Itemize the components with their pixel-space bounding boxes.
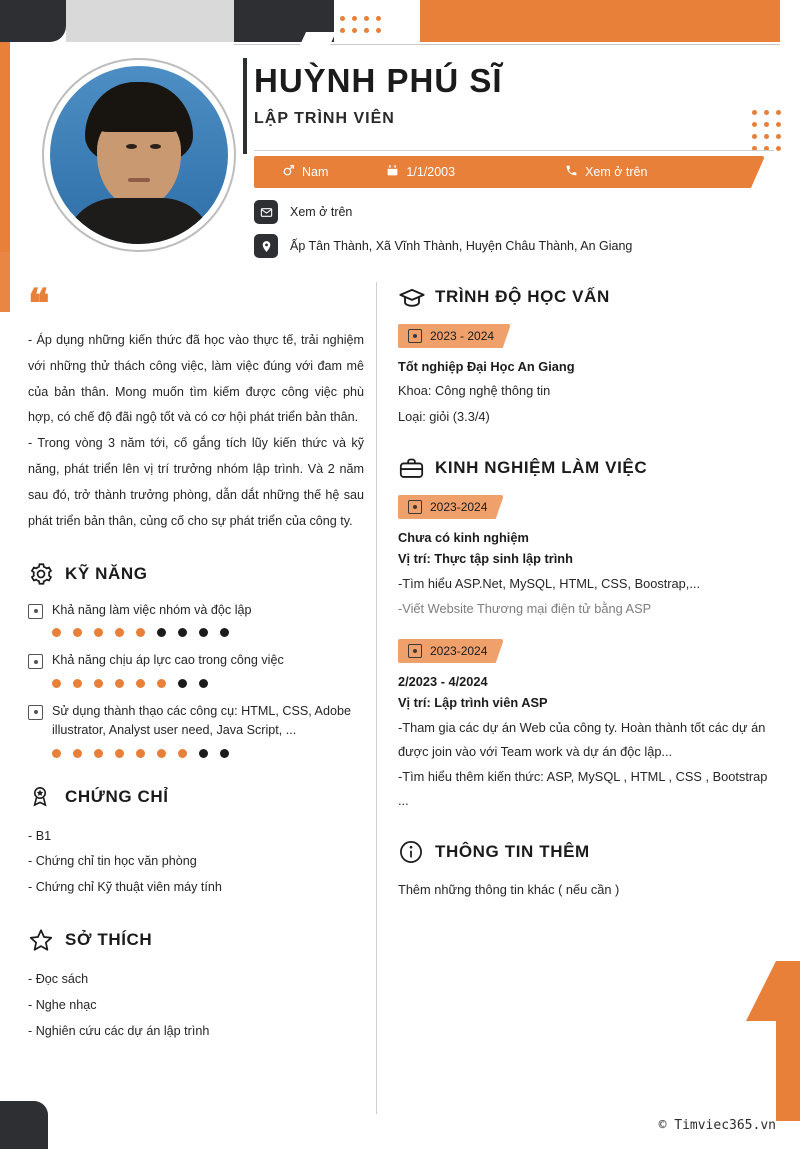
hobby-item: - Nghiên cứu các dự án lập trình	[28, 1023, 210, 1038]
name-accent-bar	[243, 58, 247, 154]
page-title: HUỲNH PHÚ SĨ	[254, 62, 503, 99]
avatar-shirt	[64, 198, 214, 244]
skill-rating	[52, 679, 364, 688]
experience-role: Vị trí: Lập trình viên ASP	[398, 695, 548, 711]
star-icon	[28, 927, 54, 953]
experience-line: -Tìm hiểu thêm kiến thức: ASP, MySQL , HTML , CSS , Bootstrap ...	[398, 769, 768, 809]
experience-title: KINH NGHIỆM LÀM VIỆC	[435, 457, 648, 477]
additional-title: THÔNG TIN THÊM	[435, 841, 590, 861]
skill-label: Khả năng làm việc nhóm và độc lập	[52, 602, 252, 617]
contact-address-label: Ấp Tân Thành, Xã Vĩnh Thành, Huyện Châu Thành, An Giang	[290, 239, 633, 253]
hobby-item: - Nghe nhạc	[28, 997, 97, 1012]
contact-phone	[565, 164, 647, 180]
experience-line: -Tham gia các dự án Web của công ty. Hoàn thành tốt các dự án được join vào với Team work và dự án độc lập...	[398, 720, 766, 759]
bottom-left-dark-block	[0, 1101, 48, 1149]
experience-role: Vị trí: Thực tập sinh lập trình	[398, 550, 573, 566]
badge-icon	[28, 784, 54, 810]
job-title: LẬP TRÌNH VIÊN	[254, 110, 395, 127]
location-icon	[254, 234, 278, 258]
skill-item	[28, 702, 364, 758]
section-header-education	[398, 284, 776, 310]
avatar-mouth	[128, 178, 150, 182]
chip-square-icon	[408, 500, 422, 514]
bullet-square-icon	[28, 705, 43, 720]
bullet-square-icon	[28, 604, 43, 619]
contact-email-label: Xem ở trên	[290, 205, 353, 219]
column-divider	[376, 282, 377, 1114]
left-orange-strip-2	[0, 252, 10, 312]
education-date-chip	[398, 324, 510, 348]
graduation-cap-icon	[398, 284, 424, 310]
dot-grid-top	[340, 16, 381, 33]
avatar-photo	[50, 66, 228, 244]
skill-label: Sử dụng thành thạo các công cụ: HTML, CSS, Adobe illustrator, Analyst user need, Java Script, ...	[52, 703, 351, 738]
certificate-item: - Chứng chỉ Kỹ thuật viên máy tính	[28, 880, 222, 895]
skill-rating	[52, 628, 364, 637]
gender-icon	[282, 164, 295, 180]
education-line: Khoa: Công nghệ thông tin	[398, 383, 551, 398]
section-header-additional	[398, 839, 776, 865]
chip-square-icon	[408, 644, 422, 658]
skill-item	[28, 651, 364, 688]
certificate-item: - Chứng chỉ tin học văn phòng	[28, 854, 197, 869]
contact-gender-label: Nam	[302, 165, 329, 179]
mail-icon	[254, 200, 278, 224]
contact-bar	[254, 156, 764, 188]
experience-date-chip	[398, 495, 503, 519]
experience-date-chip	[398, 639, 503, 663]
education-title: TRÌNH ĐỘ HỌC VẤN	[435, 287, 610, 306]
career-objective	[28, 328, 364, 535]
avatar-eye-left	[126, 144, 137, 149]
calendar-icon	[386, 164, 399, 180]
skill-item	[28, 601, 364, 638]
top-gray-block	[66, 0, 234, 42]
top-left-dark-block	[0, 0, 66, 42]
right-column	[398, 284, 776, 905]
additional-text: Thêm những thông tin khác ( nếu cần )	[398, 881, 620, 897]
gear-icon	[28, 561, 54, 587]
skill-rating	[52, 749, 364, 758]
avatar	[42, 58, 236, 252]
left-orange-strip	[0, 42, 10, 252]
skill-label: Khả năng chịu áp lực cao trong công việc	[52, 653, 284, 668]
contact-email-row	[254, 200, 632, 224]
contact-phone-label: Xem ở trên	[585, 165, 648, 179]
experience-entry	[398, 639, 776, 813]
bullet-square-icon	[28, 654, 43, 669]
experience-line: -Viết Website Thương mại điện tử bằng ASP	[398, 601, 652, 617]
experience-date-label: 2023-2024	[430, 499, 488, 514]
phone-icon	[565, 164, 578, 180]
hobbies-title: SỞ THÍCH	[65, 930, 153, 949]
experience-heading: 2/2023 - 4/2024	[398, 674, 488, 690]
education-entry	[398, 324, 776, 429]
certificates-title: CHỨNG CHỈ	[65, 786, 169, 806]
top-orange-banner	[420, 0, 780, 42]
education-line: Loại: giỏi (3.3/4)	[398, 409, 490, 425]
education-heading: Tốt nghiệp Đại Học An Giang	[398, 359, 575, 374]
section-header-hobbies	[28, 927, 364, 953]
footer-watermark: © Timviec365.vn	[658, 1118, 776, 1133]
avatar-eye-right	[150, 144, 161, 149]
hobby-item: - Đọc sách	[28, 972, 89, 986]
avatar-fringe	[93, 106, 185, 132]
section-header-skills	[28, 561, 364, 587]
experience-heading: Chưa có kinh nghiệm	[398, 529, 529, 545]
chip-square-icon	[408, 329, 422, 343]
experience-line: -Tìm hiểu ASP.Net, MySQL, HTML, CSS, Boostrap,...	[398, 575, 701, 591]
contact-address-row	[254, 234, 632, 258]
contact-birthday-label: 1/1/2003	[406, 165, 456, 179]
objective-paragraph: - Trong vòng 3 năm tới, cố gắng tích lũy kiến thức và kỹ năng, phát triển lên vị trí trưởng nhóm lập trình. Và 2 năm sau đó, trở thành trưởng phòng, dẫn dắt những thế hệ sau phát triển bản thân, củng cố cho sự phát triển của công ty.	[28, 436, 364, 528]
contact-birthday	[386, 164, 455, 180]
experience-entry	[398, 495, 776, 621]
info-icon	[398, 839, 424, 865]
certificate-item: - B1	[28, 828, 52, 843]
education-date-label: 2023 - 2024	[430, 329, 495, 343]
name-underline	[254, 150, 774, 151]
section-header-experience	[398, 455, 776, 481]
skills-title: KỸ NĂNG	[65, 563, 148, 583]
left-column	[28, 280, 364, 1044]
quote-icon: ❝	[28, 280, 50, 327]
contact-gender	[282, 164, 328, 180]
objective-paragraph: - Áp dụng những kiến thức đã học vào thực tế, trải nghiệm với những thử thách công việc, làm việc đúng với đam mê của bản thân. Mong muốn tìm kiếm được công việc phù hợp, có chế độ đãi ngộ tốt và có cơ hội phát triển bản thân.	[28, 333, 364, 425]
briefcase-icon	[398, 455, 424, 481]
bottom-right-orange-shape	[776, 961, 800, 1121]
name-block	[254, 62, 774, 128]
contact-rows	[254, 200, 632, 268]
section-header-certificates	[28, 784, 364, 810]
experience-date-label: 2023-2024	[430, 644, 488, 659]
